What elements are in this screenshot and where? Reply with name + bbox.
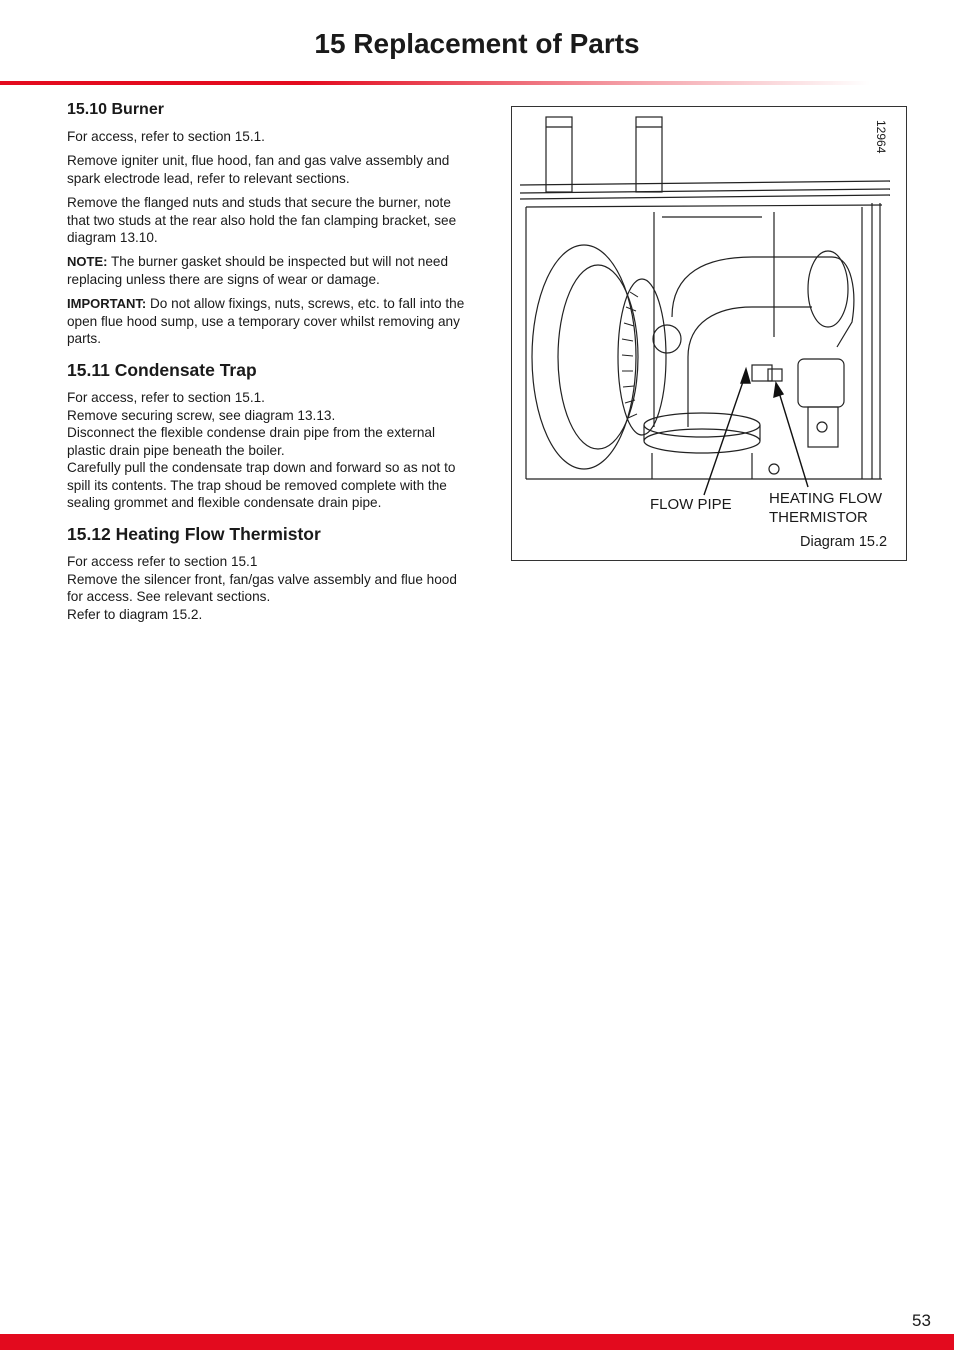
paragraph: Disconnect the flexible condense drain pipe from the external plastic drain pipe beneath the boiler. [67, 425, 436, 458]
text-column [67, 100, 467, 635]
note-label: NOTE: [67, 254, 108, 270]
section-condensate-trap [67, 359, 467, 511]
paragraph: Remove the flanged nuts and studs that secure the burner, note that two studs at the rear also hold the fan clamping bracket, see diagram 13.10. [67, 195, 457, 246]
paragraph: For access, refer to section 15.1. [67, 390, 265, 406]
note-text: The burner gasket should be inspected but will not need replacing unless there are signs of wear or damage. [67, 254, 449, 287]
paragraph: Carefully pull the condensate trap down and forward so as not to spill its contents. The trap shoud be removed complete with the sealing grommet and flexible condensate drain pipe. [67, 460, 456, 510]
section-heading-condensate-trap: 15.11 Condensate Trap [67, 360, 257, 381]
important-paragraph [67, 295, 467, 347]
figure-reference-number: 12964 [874, 120, 888, 154]
paragraph: Remove securing screw, see diagram 13.13. [67, 407, 336, 423]
note-paragraph [67, 253, 467, 288]
title-underline [0, 81, 870, 85]
diagram-caption: Diagram 15.2 [800, 534, 888, 550]
section-heating-flow-thermistor [67, 523, 467, 623]
page-number: 53 [912, 1311, 931, 1330]
important-label: IMPORTANT: [67, 296, 147, 312]
paragraph: For access, refer to section 15.1. [67, 129, 265, 144]
footer-bar [0, 1334, 954, 1350]
section-burner [67, 100, 467, 347]
callout-line: THERMISTOR [769, 509, 868, 526]
callout-flow-pipe: FLOW PIPE [650, 496, 732, 513]
section-heading-burner: 15.10 Burner [67, 101, 164, 118]
page-title: 15 Replacement of Parts [314, 28, 640, 59]
paragraph: For access refer to section 15.1 [67, 554, 258, 570]
callout-heating-flow-thermistor [769, 489, 882, 527]
paragraph: Refer to diagram 15.2. [67, 606, 203, 622]
paragraph: Remove igniter unit, flue hood, fan and gas valve assembly and spark electrode lead, refer to relevant sections. [67, 153, 450, 186]
section-heading-heating-flow-thermistor: 15.12 Heating Flow Thermistor [67, 524, 321, 545]
callout-line: HEATING FLOW [769, 490, 883, 507]
important-text: Do not allow fixings, nuts, screws, etc. to fall into the open flue hood sump, use a temporary cover whilst removing any parts. [67, 296, 465, 347]
paragraph: Remove the silencer front, fan/gas valve assembly and flue hood for access. See relevant sections. [67, 571, 457, 605]
